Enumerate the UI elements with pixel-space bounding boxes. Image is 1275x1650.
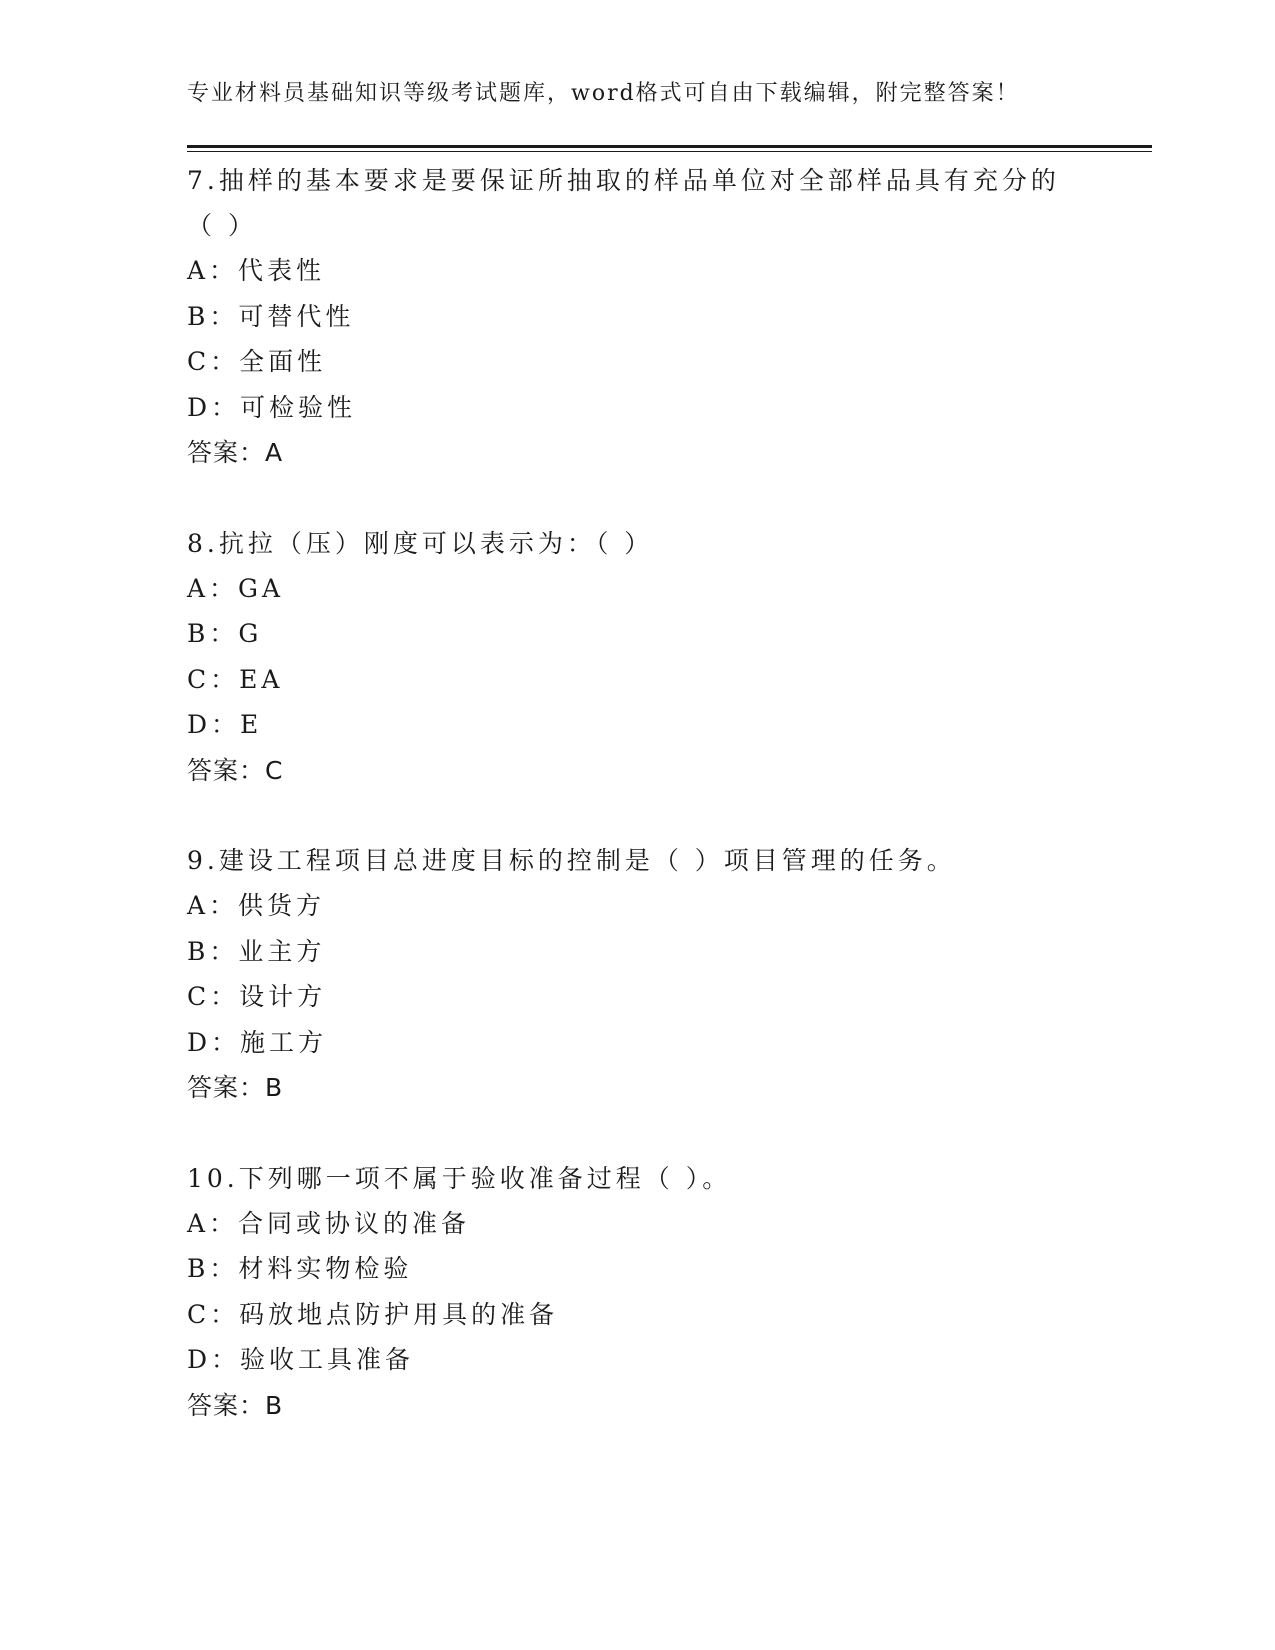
question-stem: 9.建设工程项目总进度目标的控制是（ ）项目管理的任务。	[187, 846, 956, 875]
option-d: D：可检验性	[187, 392, 357, 422]
option-d: D：施工方	[187, 1027, 328, 1057]
option-a: A：GA	[187, 573, 285, 603]
question-spacer	[187, 476, 1087, 521]
question-spacer	[187, 1111, 1087, 1156]
question-stem: 7.抽样的基本要求是要保证所抽取的样品单位对全部样品具有充分的（ ）	[187, 166, 1060, 240]
option-a: A：代表性	[187, 256, 326, 285]
answer: 答案：B	[187, 1390, 284, 1420]
option-c: C：全面性	[187, 347, 327, 376]
option-d: D：验收工具准备	[187, 1345, 415, 1374]
question-10	[187, 1156, 1087, 1429]
option-b: B：G	[187, 619, 263, 648]
option-c: C：码放地点防护用具的准备	[187, 1299, 559, 1329]
option-b: B：材料实物检验	[187, 1254, 413, 1283]
document-header: 专业材料员基础知识等级考试题库，word格式可自由下载编辑，附完整答案！	[187, 81, 1020, 106]
answer: 答案：C	[187, 755, 284, 785]
option-a: A：供货方	[187, 891, 326, 920]
option-d: D：E	[187, 710, 263, 739]
option-a: A：合同或协议的准备	[187, 1208, 471, 1238]
answer: 答案：A	[187, 438, 284, 467]
question-spacer	[187, 793, 1087, 838]
question-9	[187, 838, 1087, 1111]
question-7	[187, 158, 1087, 476]
question-list	[187, 158, 1087, 1428]
question-8	[187, 521, 1087, 794]
answer: 答案：B	[187, 1073, 284, 1102]
header-rule-thin	[187, 151, 1152, 152]
option-c: C：设计方	[187, 982, 327, 1011]
option-b: B：业主方	[187, 936, 326, 966]
question-stem: 10.下列哪一项不属于验收准备过程（ ）。	[187, 1163, 732, 1193]
header-rule-thick	[187, 145, 1152, 148]
option-b: B：可替代性	[187, 301, 355, 331]
question-stem: 8.抗拉（压）刚度可以表示为：（ ）	[187, 528, 654, 558]
option-c: C：EA	[187, 664, 284, 694]
